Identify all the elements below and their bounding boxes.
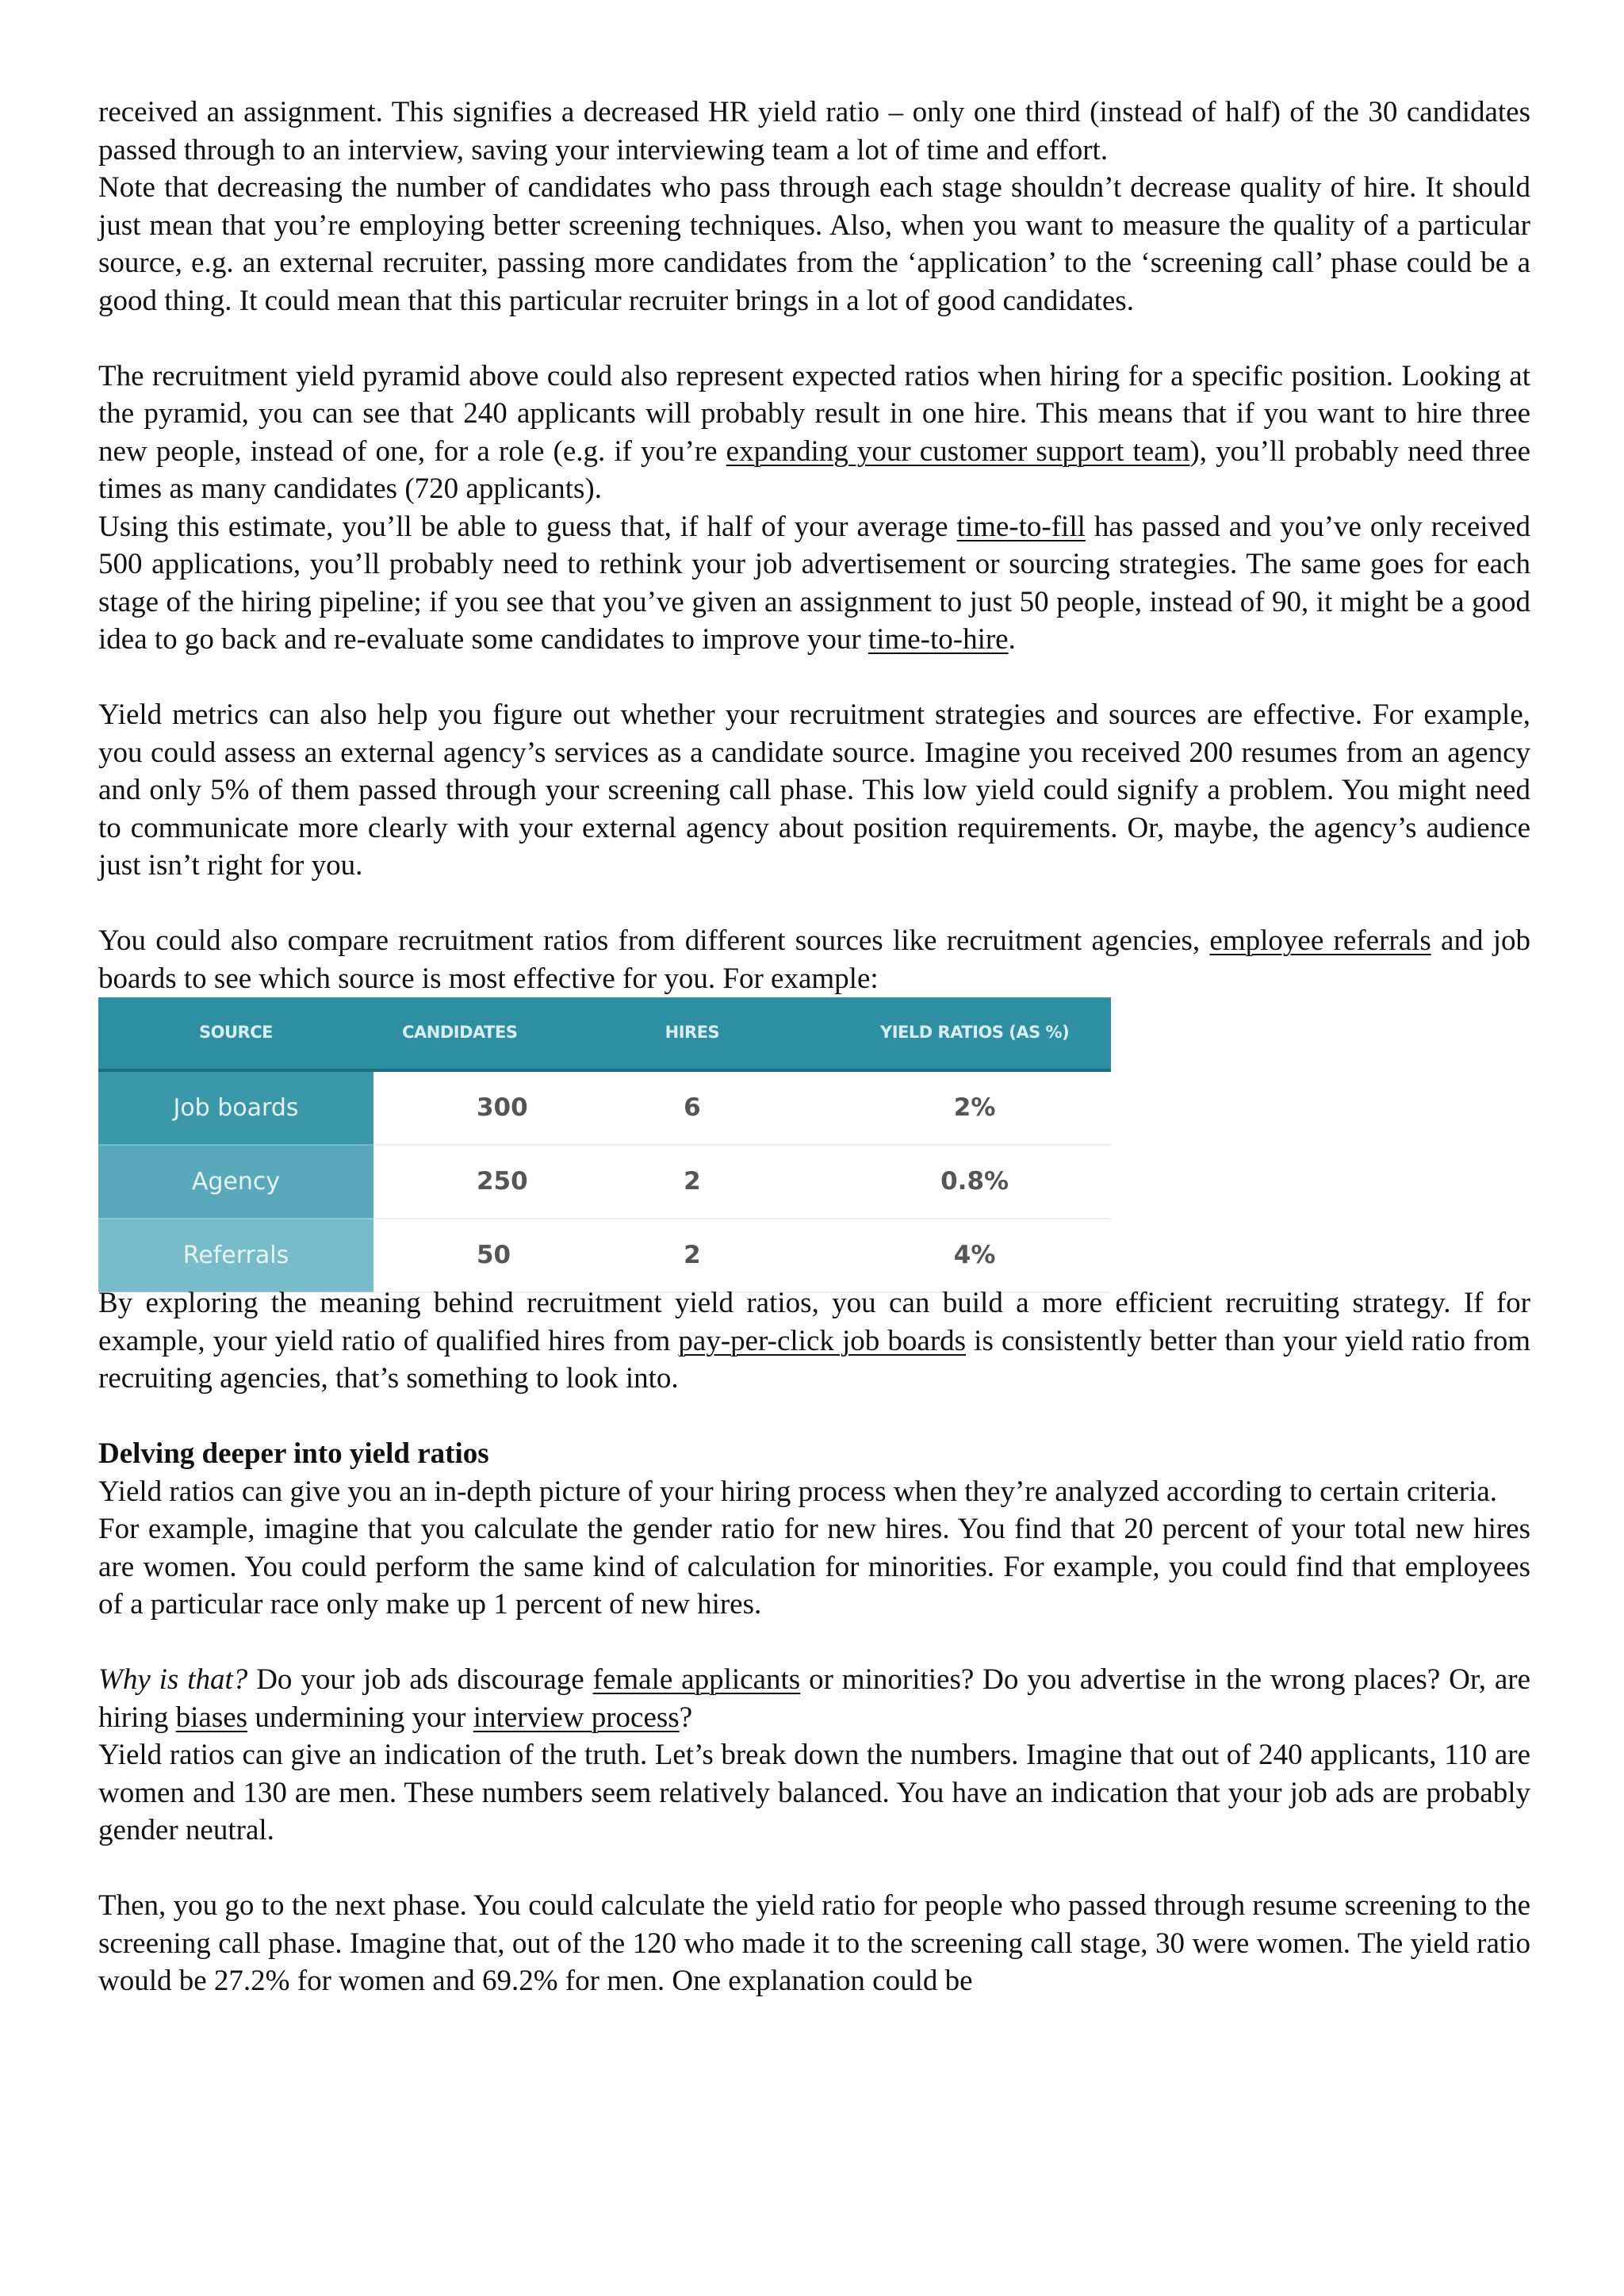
column-header: CANDIDATES: [373, 997, 546, 1070]
link-biases[interactable]: biases: [175, 1701, 248, 1734]
paragraph: Then, you go to the next phase. You could calculate the yield ratio for people who passed through resume screening to the screening call phase. Imagine that, out of the 120 who made it to the screening call stage, 30 were women. The yield ratio would be 27.2% for women and 69.2% for men. One explanation could be: [98, 1889, 1530, 1997]
paragraph: Note that decreasing the number of candidates who pass through each stage shouldn’t decrease quality of hire. It should just mean that you’re employing better screening techniques. Also, when you want to measure the quality of a particular source, e.g. an external recruiter, passing more candidates from the ‘application’ to the ‘screening call’ phase could be a good thing. It could mean that this particular recruiter brings in a lot of good candidates.: [98, 171, 1530, 317]
link-pay-per-click-job-boards[interactable]: pay-per-click job boards: [678, 1324, 967, 1357]
link-expanding-support-team[interactable]: expanding your customer support team: [726, 434, 1190, 468]
link-time-to-hire[interactable]: time-to-hire: [868, 623, 1009, 656]
paragraph: Yield metrics can also help you figure out whether your recruitment strategies and sources are effective. For example, you could assess an external agency’s services as a candidate source. Imagine you received 200 resumes from an agency and only 5% of them passed through your screening call phase. This low yield could signify a problem. You might need to communicate more clearly with your external agency about position requirements. Or, maybe, the agency’s audience just isn’t right for you.: [98, 698, 1530, 882]
paragraph: The recruitment yield pyramid above could also represent expected ratios when hiring for a specific position. Looking at the pyramid, you can see that 240 applicants will probably result in one hire. This means that if you want to hire three new people, instead of one, for a role (e.g. if you’re expanding your customer support team), you’ll probably need three times as many candidates (720 applicants).: [98, 359, 1530, 505]
link-time-to-fill[interactable]: time-to-fill: [956, 510, 1086, 543]
link-female-applicants[interactable]: female applicants: [592, 1663, 801, 1696]
candidates-cell: 50: [373, 1219, 546, 1292]
ratio-cell: 0.8%: [838, 1145, 1111, 1219]
hires-cell: 2: [546, 1219, 839, 1292]
column-header: SOURCE: [98, 997, 373, 1070]
paragraph: For example, imagine that you calculate the gender ratio for new hires. You find that 20 percent of your total new hires are women. You could perform the same kind of calculation for minorities. For example, you could find that employees of a particular race only make up 1 percent of new hires.: [98, 1513, 1530, 1621]
candidates-cell: 250: [373, 1145, 546, 1219]
table-header-row: [98, 997, 1111, 1070]
table-row: [98, 1219, 1111, 1292]
paragraph: Using this estimate, you’ll be able to guess that, if half of your average time-to-fill has passed and you’ve only received 500 applications, you’ll probably need to rethink your job advertisement or sourcing strategies. The same goes for each stage of the hiring pipeline; if you see that you’ve given an assignment to just 50 people, instead of 90, it might be a good idea to go back and re-evaluate some candidates to improve your time-to-hire.: [98, 510, 1530, 656]
paragraph: Why is that? Do your job ads discourage female applicants or minorities? Do you advertise in the wrong places? Or, are hiring biases undermining your interview process?: [98, 1663, 1531, 1734]
link-employee-referrals[interactable]: employee referrals: [1209, 924, 1431, 957]
source-cell: Agency: [98, 1145, 373, 1219]
yield-ratio-table: [98, 997, 1111, 1293]
ratio-cell: 2%: [838, 1070, 1111, 1145]
source-cell: Job boards: [98, 1070, 373, 1145]
paragraph: You could also compare recruitment ratios from different sources like recruitment agencies, employee referrals and job boards to see which source is most effective for you. For example:: [98, 924, 1531, 995]
yield-table-figure: [98, 997, 1530, 1284]
hires-cell: 6: [546, 1070, 839, 1145]
section-heading: Delving deeper into yield ratios: [98, 1437, 489, 1470]
paragraph: received an assignment. This signifies a decreased HR yield ratio – only one third (instead of half) of the 30 candidates passed through to an interview, saving your interviewing team a lot of time and effort.: [98, 96, 1530, 166]
source-cell: Referrals: [98, 1219, 373, 1292]
column-header: YIELD RATIOS (AS %): [838, 997, 1111, 1070]
paragraph: Yield ratios can give you an in-depth picture of your hiring process when they’re analyzed according to certain criteria.: [98, 1475, 1498, 1508]
link-interview-process[interactable]: interview process: [473, 1701, 680, 1734]
document-body: [98, 94, 1530, 2000]
paragraph: Yield ratios can give an indication of the truth. Let’s break down the numbers. Imagine that out of 240 applicants, 110 are women and 130 are men. These numbers seem relatively balanced. You have an indication that your job ads are probably gender neutral.: [98, 1739, 1530, 1846]
candidates-cell: 300: [373, 1070, 546, 1145]
table-row: [98, 1070, 1111, 1145]
hires-cell: 2: [546, 1145, 839, 1219]
paragraph: By exploring the meaning behind recruitment yield ratios, you can build a more efficient recruiting strategy. If for example, your yield ratio of qualified hires from pay-per-click job boards is consistently better than your yield ratio from recruiting agencies, that’s something to look into.: [98, 1287, 1530, 1395]
table-row: [98, 1145, 1111, 1219]
ratio-cell: 4%: [838, 1219, 1111, 1292]
column-header: HIRES: [546, 997, 839, 1070]
